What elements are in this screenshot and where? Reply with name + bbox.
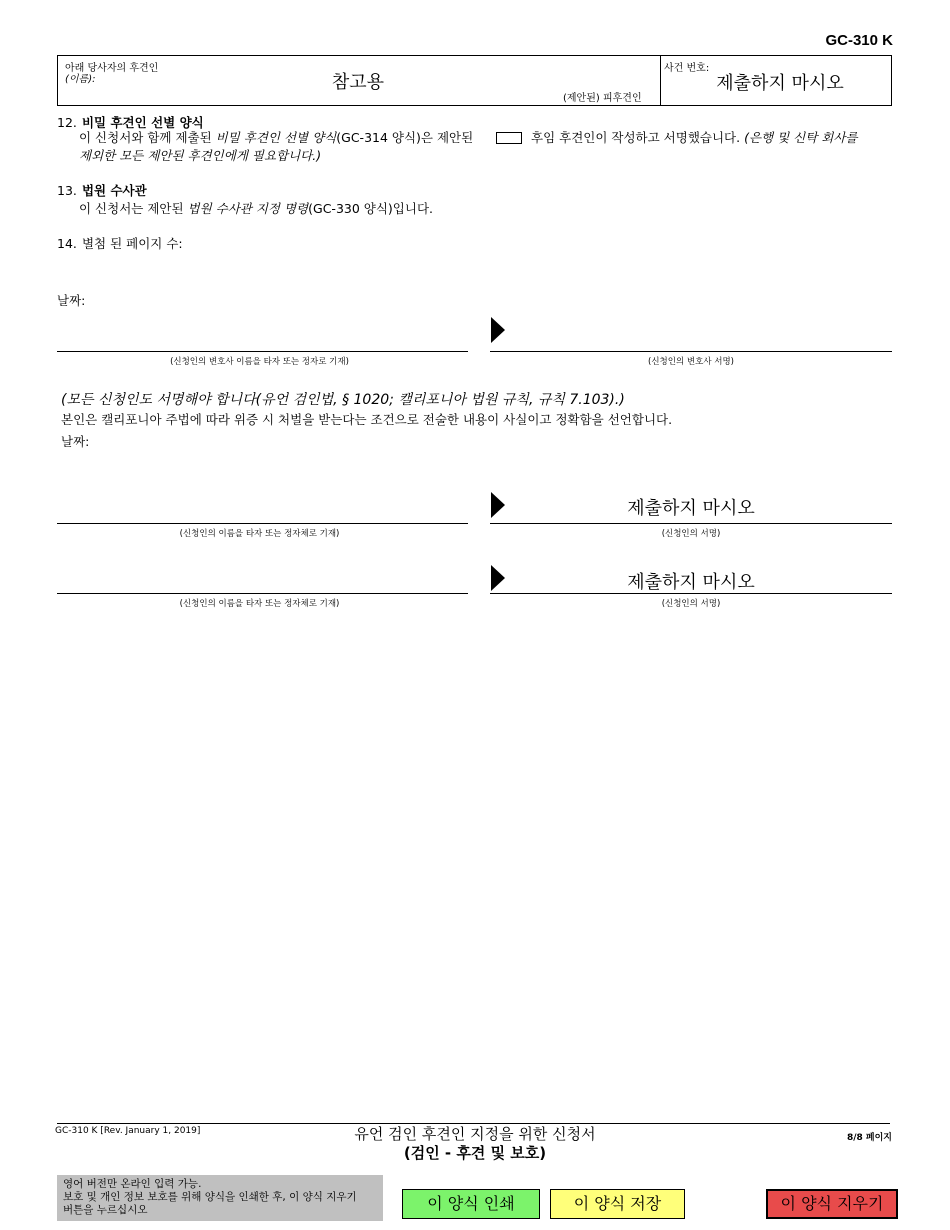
attorney-signature-line[interactable] — [490, 351, 892, 352]
petitioner-2-signature-line — [490, 593, 892, 594]
section-13-text-c: (GC-330 양식)입니다. — [308, 201, 433, 216]
section-12-text-a: 이 신청서와 함께 제출된 — [79, 130, 216, 145]
case-number-field[interactable]: 제출하지 마시오 — [716, 73, 844, 94]
investigator-order-title: 법원 수사관 지정 명령 — [187, 201, 309, 216]
case-number-label: 사건 번호: — [664, 63, 710, 74]
petitioner-date-label: 날짜: — [61, 434, 90, 449]
party-label: 아래 당사자의 후견인 — [65, 63, 159, 74]
section-13-text — [79, 200, 433, 218]
successor-guardian-checkbox[interactable] — [496, 132, 522, 144]
petitioner-instruction-e: , 규칙 7.103).) — [528, 392, 625, 408]
caption-header-box — [57, 55, 892, 106]
page-number: 8/8 페이지 — [846, 1133, 892, 1143]
form-title-line2: (검인 - 후견 및 보호) — [403, 1144, 547, 1162]
section-12-title: 비밀 후견인 선별 양식 — [81, 115, 204, 130]
petitioner-instruction-c: , § 1020; — [333, 392, 399, 408]
section-14-title: 별첨 된 페이지 수: — [81, 236, 183, 251]
petitioner-1-name-line[interactable] — [57, 523, 468, 524]
sign-here-arrow-icon — [491, 317, 505, 343]
attorney-name-line[interactable] — [57, 351, 468, 352]
section-13-number: 13. — [57, 183, 77, 198]
party-name-label: (이름): — [65, 74, 96, 85]
attorney-signature-caption: (신청인의 변호사 서명) — [648, 357, 734, 367]
form-title-line1: 유언 검인 후견인 지정을 위한 신청서 — [354, 1125, 596, 1143]
ward-label: (제안된) 피후견인 — [563, 93, 642, 104]
petitioner-instruction-b: 유언 검인법 — [261, 392, 334, 408]
perjury-declaration: 본인은 캘리포니아 주법에 따라 위증 시 처벌을 받는다는 조건으로 전술한 내용이 사실이고 정확함을 선언합니다. — [61, 412, 673, 427]
petitioner-1-signature-field[interactable]: 제출하지 마시오 — [627, 498, 755, 519]
petitioner-2-signature-field[interactable]: 제출하지 마시오 — [627, 572, 755, 593]
section-13-text-a: 이 신청서는 제안된 — [79, 201, 188, 216]
section-12-text-c: (GC-314 양식)은 제안된 — [336, 130, 474, 145]
notice-line3: 버튼을 누르십시오 — [63, 1204, 148, 1216]
petitioner-instruction — [61, 389, 625, 409]
petitioner-1-signature-caption: (신청인의 서명) — [661, 529, 721, 539]
footer-rule — [57, 1123, 890, 1124]
attorney-date-label: 날짜: — [57, 293, 86, 308]
petitioner-2-name-line[interactable] — [57, 593, 468, 594]
section-13-title: 법원 수사관 — [81, 183, 147, 198]
petitioner-2-signature-caption: (신청인의 서명) — [661, 599, 721, 609]
petitioner-instruction-d: 캘리포니아 법원 규칙 — [398, 392, 529, 408]
print-form-button[interactable]: 이 양식 인쇄 — [402, 1189, 540, 1219]
attorney-name-caption: (신청인의 변호사 이름을 타자 또는 정자로 기재) — [170, 357, 349, 367]
save-form-button[interactable]: 이 양식 저장 — [550, 1189, 685, 1219]
notice-line2: 보호 및 개인 정보 보호를 위해 양식을 인쇄한 후, 이 양식 지우기 — [63, 1191, 357, 1203]
form-id: GC-310 K — [825, 32, 893, 49]
print-notice — [57, 1175, 383, 1221]
petitioner-1-name-caption: (신청인의 이름을 타자 또는 정자체로 기재) — [179, 529, 340, 539]
section-12-text-d-wrap — [531, 129, 858, 147]
section-12-note-1: (은행 및 신탁 회사를 — [744, 130, 858, 145]
section-12-note-2: 제외한 모든 제안된 후견인에게 필요합니다.) — [79, 148, 322, 163]
header-divider — [660, 56, 661, 105]
section-14-heading — [57, 233, 183, 253]
clear-form-button[interactable]: 이 양식 지우기 — [766, 1189, 898, 1219]
petitioner-2-name-caption: (신청인의 이름을 타자 또는 정자체로 기재) — [179, 599, 340, 609]
notice-line1: 영어 버전만 온라인 입력 가능. — [63, 1178, 202, 1190]
party-name-field[interactable]: 참고용 — [331, 72, 385, 93]
section-12-text — [79, 129, 473, 147]
form-revision: GC-310 K [Rev. January 1, 2019] — [55, 1126, 201, 1136]
section-13-heading — [57, 180, 147, 199]
form-title — [300, 1125, 650, 1163]
secret-screening-form-title: 비밀 후견인 선별 양식 — [215, 130, 337, 145]
section-14-number: 14. — [57, 236, 77, 251]
petitioner-1-signature-line — [490, 523, 892, 524]
petitioner-instruction-a: (모든 신청인도 서명해야 합니다( — [61, 392, 262, 408]
section-12-text-d: 후임 후견인이 작성하고 서명했습니다. — [531, 130, 741, 145]
section-12-number: 12. — [57, 115, 77, 130]
